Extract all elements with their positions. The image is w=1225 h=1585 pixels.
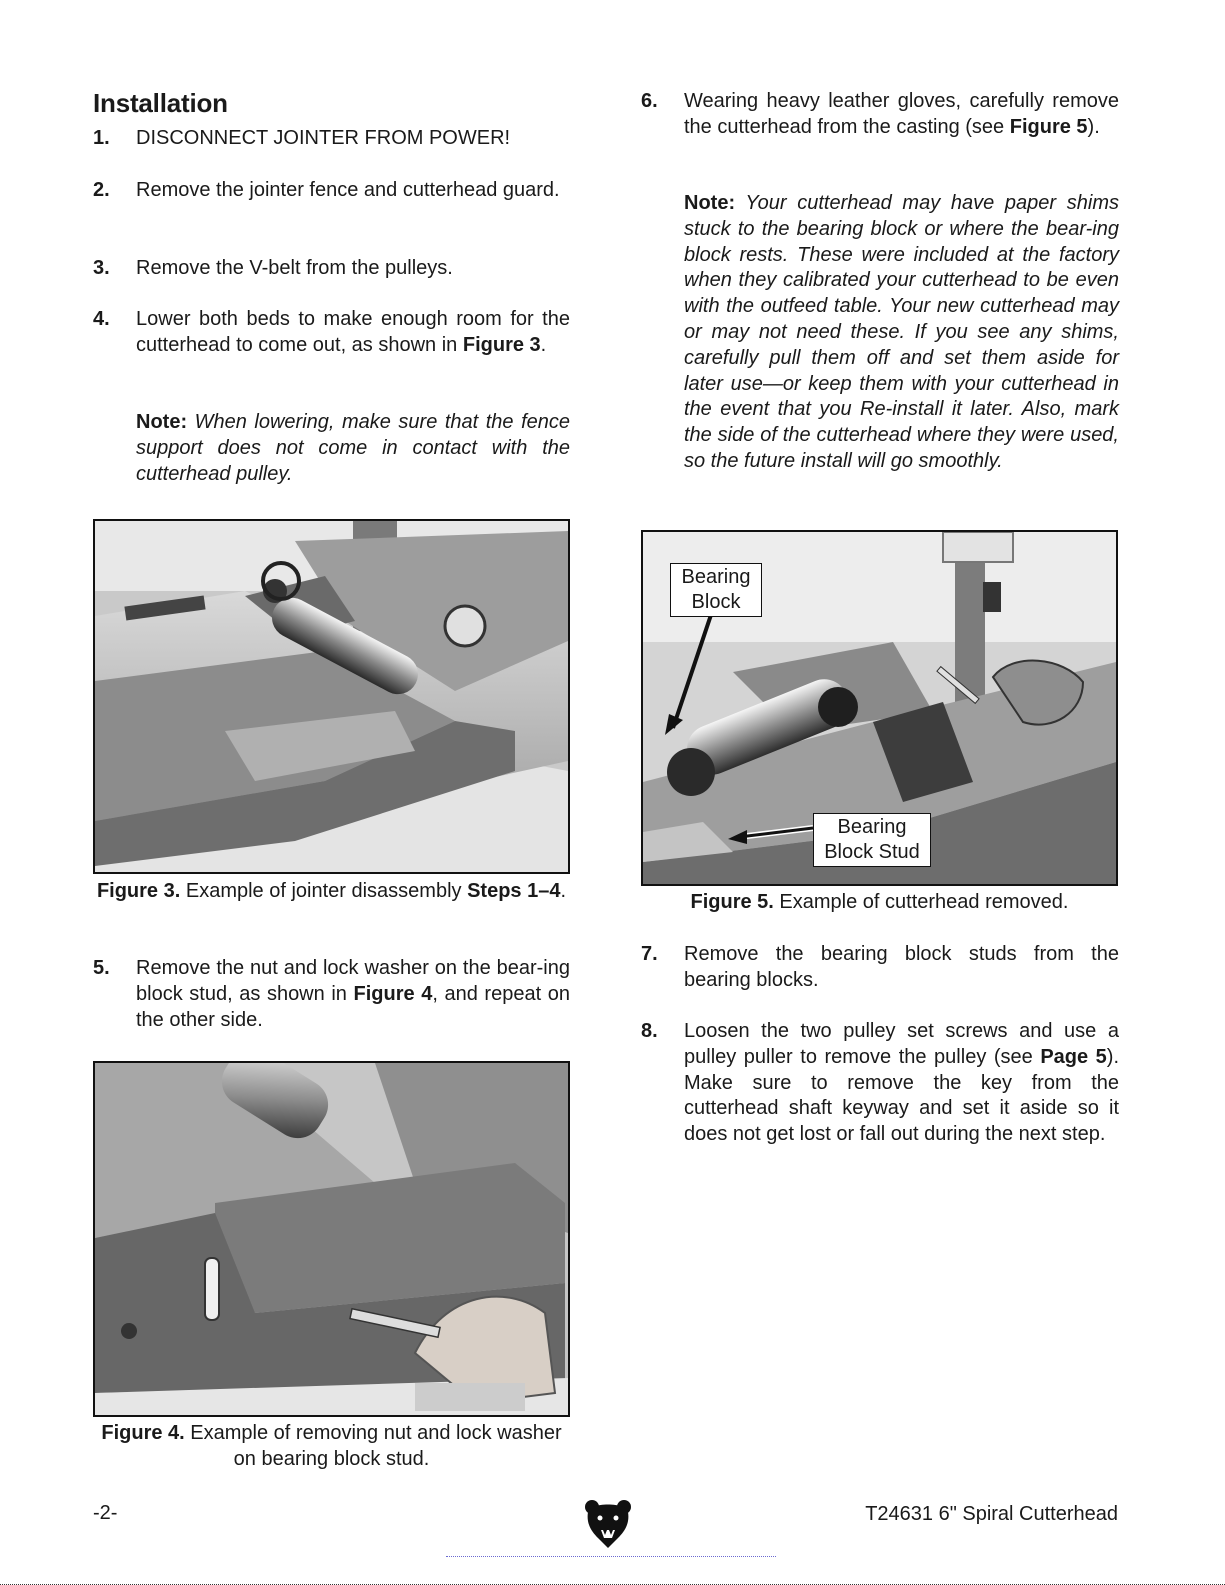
step-number: 8. [641, 1020, 658, 1042]
page-number: -2- [93, 1502, 118, 1524]
figure-reference: Figure 4 [353, 982, 433, 1005]
step-text: DISCONNECT JOINTER FROM POWER! [136, 127, 511, 149]
figure-3-caption: Figure 3. Example of jointer disassembly Steps 1–4. [96, 880, 567, 902]
step-text: Wearing heavy leather gloves, carefully remove the cutterhead from the casting (see Figure 5). [684, 90, 1119, 138]
caption-label: Figure 4. [101, 1422, 185, 1444]
caption-label: Figure 5. [690, 891, 774, 913]
step-number: 5. [93, 957, 110, 979]
caption-label: Figure 3. [96, 880, 181, 902]
figure-reference: Figure 5 [1009, 115, 1088, 138]
bearing-block-stud-callout: Bearing Block Stud [813, 813, 931, 867]
nut-removal-illustration [95, 1063, 568, 1415]
step-number: 6. [641, 90, 658, 112]
figure-reference: Figure 3 [462, 333, 541, 356]
step-number: 7. [641, 943, 658, 965]
figure-4-photo [93, 1061, 570, 1417]
note-text: Your cutterhead may have paper shims stuck to the bearing block or where the bear-ing block rests. These were included at the factory when they calibrated your cutterhead to be even with the outfeed table. Your new cutterhead may or may not need these. If you see any shims, carefully pull them off and set them aside for later use—or keep them with your cutterhead in the event that you Re-install it later. Also, mark the side of the cutterhead where they were used, so the future install will go smoothly. [684, 192, 1119, 472]
page-reference: Page 5 [1040, 1045, 1107, 1068]
footer-divider [446, 1556, 776, 1557]
figure-5-caption: Figure 5. Example of cutterhead removed. [690, 891, 1069, 913]
step-number: 1. [93, 127, 110, 149]
step-text: Lower both beds to make enough room for the cutterhead to come out, as shown in Figure 3. [136, 308, 570, 356]
note-label: Note: [684, 192, 736, 214]
jointer-disassembly-illustration [95, 521, 568, 872]
step-number: 4. [93, 308, 110, 330]
note-text: When lowering, make sure that the fence support does not come in contact with the cutterhead pulley. [136, 411, 570, 485]
step-number: 2. [93, 179, 110, 201]
bear-head-icon [584, 1498, 632, 1550]
step-text: Loosen the two pulley set screws and use a pulley puller to remove the pulley (see Page 5). Make sure to remove the key from the cutterhead shaft keyway and set it aside so it does not get lost or fall out during the next step. [684, 1020, 1119, 1146]
bearing-block-callout: Bearing Block [670, 563, 762, 617]
step-text: Remove the jointer fence and cutterhead guard. [136, 179, 560, 201]
step-4-note [136, 410, 570, 487]
section-title: Installation [93, 88, 228, 118]
figure-3-photo [93, 519, 570, 874]
step-text: Remove the bearing block studs from the bearing blocks. [684, 943, 1119, 991]
step-text: Remove the nut and lock washer on the bear-ing block stud, as shown in Figure 4, and repeat on the other side. [136, 957, 570, 1031]
document-title: T24631 6" Spiral Cutterhead [865, 1503, 1118, 1525]
step-text: Remove the V-belt from the pulleys. [136, 257, 453, 279]
figure-5-photo [641, 530, 1118, 886]
step-6-note [684, 191, 1119, 475]
note-label: Note: [136, 411, 188, 433]
step-number: 3. [93, 257, 110, 279]
caption-reference: Steps 1–4 [467, 880, 561, 902]
figure-4-caption: Figure 4. Example of removing nut and lock washer on bearing block stud. [101, 1422, 562, 1470]
